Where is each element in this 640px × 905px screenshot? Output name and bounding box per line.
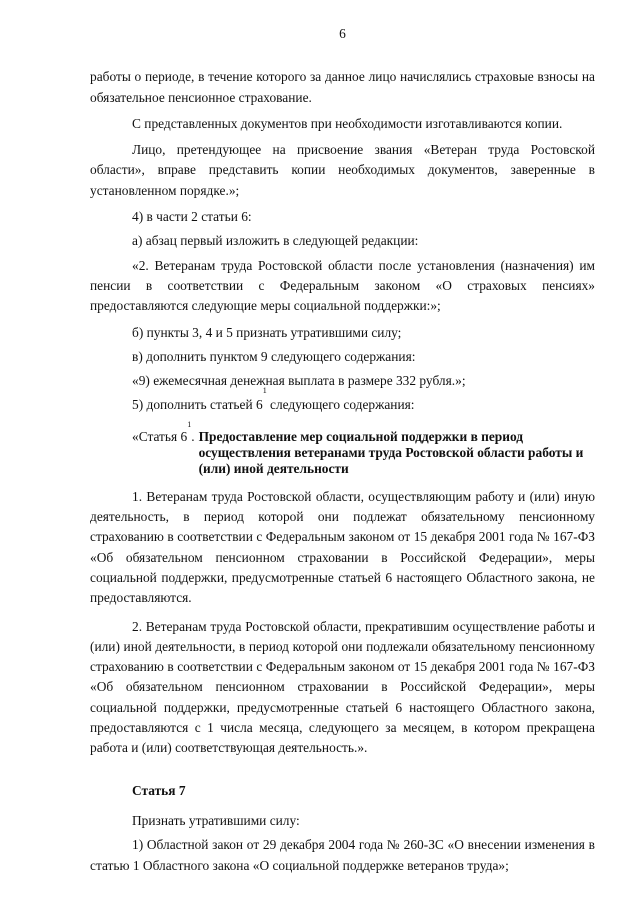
quote-article6-part2: «2. Ветеранам труда Ростовской области после установления (назначения) им пенсии в соответствии с Федеральным законом «О страховых пенсиях» предоставляются следующие меры социальной поддержки:»; <box>90 257 595 314</box>
paragraph-continuation: работы о периоде, в течение которого за данное лицо начислялись страховые взносы на обязательное пенсионное страхование. <box>90 69 595 105</box>
page-number: 6 <box>339 26 346 41</box>
item-5-text-after: следующего содержания: <box>266 397 415 413</box>
item-4: 4) в части 2 статьи 6: <box>132 209 252 225</box>
item-4v: в) дополнить пунктом 9 следующего содержания: <box>132 348 416 364</box>
item-5-text-before: 5) дополнить статьей 6 <box>132 397 263 413</box>
article-6-1-heading <box>90 419 595 477</box>
article-7-heading: Статья 7 <box>132 782 186 798</box>
article-6-1-label-dot: . <box>191 428 195 444</box>
article-6-1-title: Предоставление мер социальной поддержки в период осуществления ветеранами труда Ростовской области работы и (или) иной деятельности <box>198 428 584 476</box>
paragraph-copies: С представленных документов при необходимости изготавливаются копии. <box>132 115 563 131</box>
article-6-1-label <box>90 419 195 477</box>
item-5 <box>90 386 595 415</box>
article-7-item-1: 1) Областной закон от 29 декабря 2004 года № 260-ЗС «О внесении изменения в статью 1 Областного закона «О социальной поддержке ветеранов труда»; <box>90 837 595 873</box>
article-6-1-label-text: «Статья 6 <box>132 428 188 444</box>
article-6-1-superscript: 1 <box>187 419 192 429</box>
quote-point-9: «9) ежемесячная денежная выплата в размере 332 рубля.»; <box>132 373 466 389</box>
article-7-intro: Признать утратившими силу: <box>132 812 300 828</box>
paragraph-applicant: Лицо, претендующее на присвоение звания «Ветеран труда Ростовской области», вправе представить копии необходимых документов, заверенные в установленном порядке.»; <box>90 142 595 198</box>
article-6-1-paragraph-2: 2. Ветеранам труда Ростовской области, прекратившим осуществление работы и (или) иной деятельности, в период которой они подлежали обязательному пенсионному страхованию в соответствии с Федеральным законом от 15 декабря 2001 года № 167-ФЗ «Об обязательном пенсионном страховании в Российской Федерации», меры социальной поддержки, предусмотренные статьей 6 настоящего Областного закона, предоставляются с 1 числа месяца, следующего за месяцем, в котором прекращена работа и (или) соответствующая деятельность.». <box>90 618 595 756</box>
item-4b: б) пункты 3, 4 и 5 признать утратившими силу; <box>132 324 402 340</box>
document-page <box>90 24 595 882</box>
item-4a: а) абзац первый изложить в следующей редакции: <box>132 233 419 249</box>
article-6-1-paragraph-1: 1. Ветеранам труда Ростовской области, осуществляющим работу и (или) иную деятельность, в период которой они подлежат обязательному пенсионному страхованию в соответствии с Федеральным законом от 15 декабря 2001 года № 167-ФЗ «Об обязательном пенсионном страховании в Российской Федерации», меры социальной поддержки, предусмотренные статьей 6 настоящего Областного закона, не предоставляются. <box>90 488 595 606</box>
item-5-superscript: 1 <box>262 386 267 396</box>
